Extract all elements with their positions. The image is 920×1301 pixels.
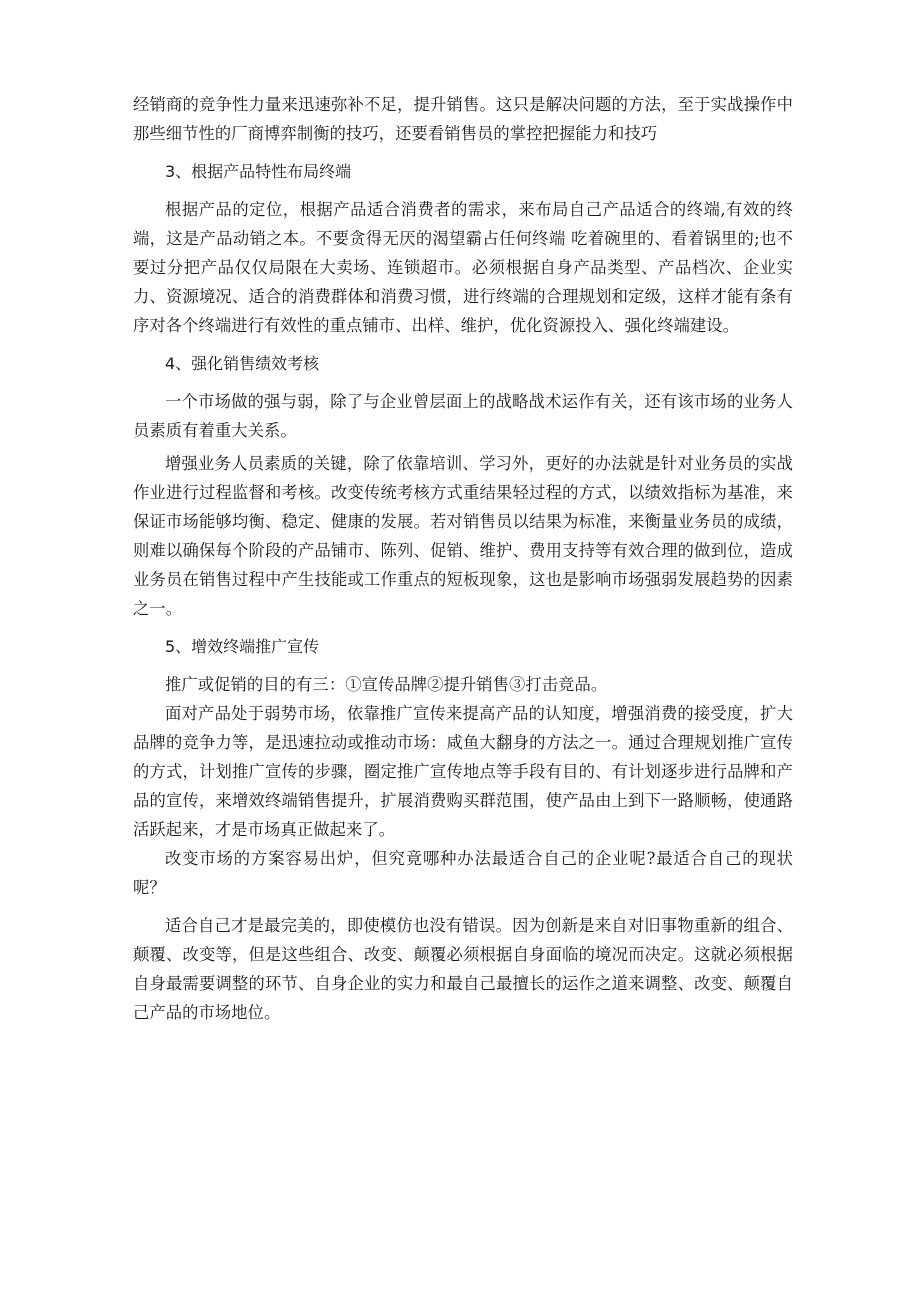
paragraph-promotion-goals: 推广或促销的目的有三：①宣传品牌②提升销售③打击竞品。 (165, 675, 608, 694)
paragraph-staff-quality: 增强业务人员素质的关键，除了依靠培训、学习外，更好的办法就是针对业务员的实战作业进行过程监督和考核。改变传统考核方式重结果轻过程的方式，以绩效指标为基准，来保证市场能够均衡、稳定、健康的发展。若对销售员以结果为标准，来衡量业务员的成绩，则难以确保每个阶段的产品铺市、陈列、促销、维护、费用支持等有效合理的做到位，造成业务员在销售过程中产生技能或工作重点的短板现象，这也是影响市场强弱发展趋势的因素之一。 (133, 454, 793, 618)
section-heading-4: 4、强化销售绩效考核 (165, 354, 320, 373)
paragraph-market-strength: 一个市场做的强与弱，除了与企业曾层面上的战略战术运作有关，还有该市场的业务人员素质有着重大关系。 (133, 392, 793, 440)
paragraph-conclusion: 适合自己才是最完美的，即使模仿也没有错误。因为创新是来自对旧事物重新的组合、颠覆、改变等，但是这些组合、改变、颠覆必须根据自身面临的境况而决定。这就必须根据自身最需要调整的环节、自身企业的实力和最自己最擅长的运作之道来调整、改变、颠覆自己产品的市场地位。 (133, 916, 793, 1022)
paragraph-weak-market: 面对产品处于弱势市场，依靠推广宣传来提高产品的认知度，增强消费的接受度，扩大品牌的竞争力等，是迅速拉动或推动市场：咸鱼大翻身的方法之一。通过合理规划推广宣传的方式，计划推广宣传的步骤，圈定推广宣传地点等手段有目的、有计划逐步进行品牌和产品的宣传，来增效终端销售提升，扩展消费购买群范围，使产品由上到下一路顺畅，使通路活跃起来，才是市场真正做起来了。 (133, 704, 793, 839)
paragraph-question: 改变市场的方案容易出炉，但究竟哪种办法最适合自己的企业呢?最适合自己的现状呢？ (133, 849, 793, 897)
section-heading-5: 5、增效终端推广宣传 (165, 637, 320, 656)
section-heading-3: 3、根据产品特性布局终端 (165, 162, 352, 181)
paragraph-terminal-layout: 根据产品的定位，根据产品适合消费者的需求，来布局自己产品适合的终端,有效的终端，这是产品动销之本。不要贪得无厌的渴望霸占任何终端 吃着碗里的、看着锅里的;也不要过分把产品仅仅局限在大卖场、连锁超市。必须根据自身产品类型、产品档次、企业实力、资源境况、适合的消费群体和消费习惯，进行终端的合理规划和定级，这样才能有条有序对各个终端进行有效性的重点铺市、出样、维护，优化资源投入、强化终端建设。 (133, 200, 793, 335)
document-page (133, 90, 793, 1027)
paragraph-continuation: 经销商的竞争性力量来迅速弥补不足，提升销售。这只是解决问题的方法，至于实战操作中那些细节性的厂商博弈制衡的技巧，还要看销售员的掌控把握能力和技巧 (133, 95, 793, 143)
